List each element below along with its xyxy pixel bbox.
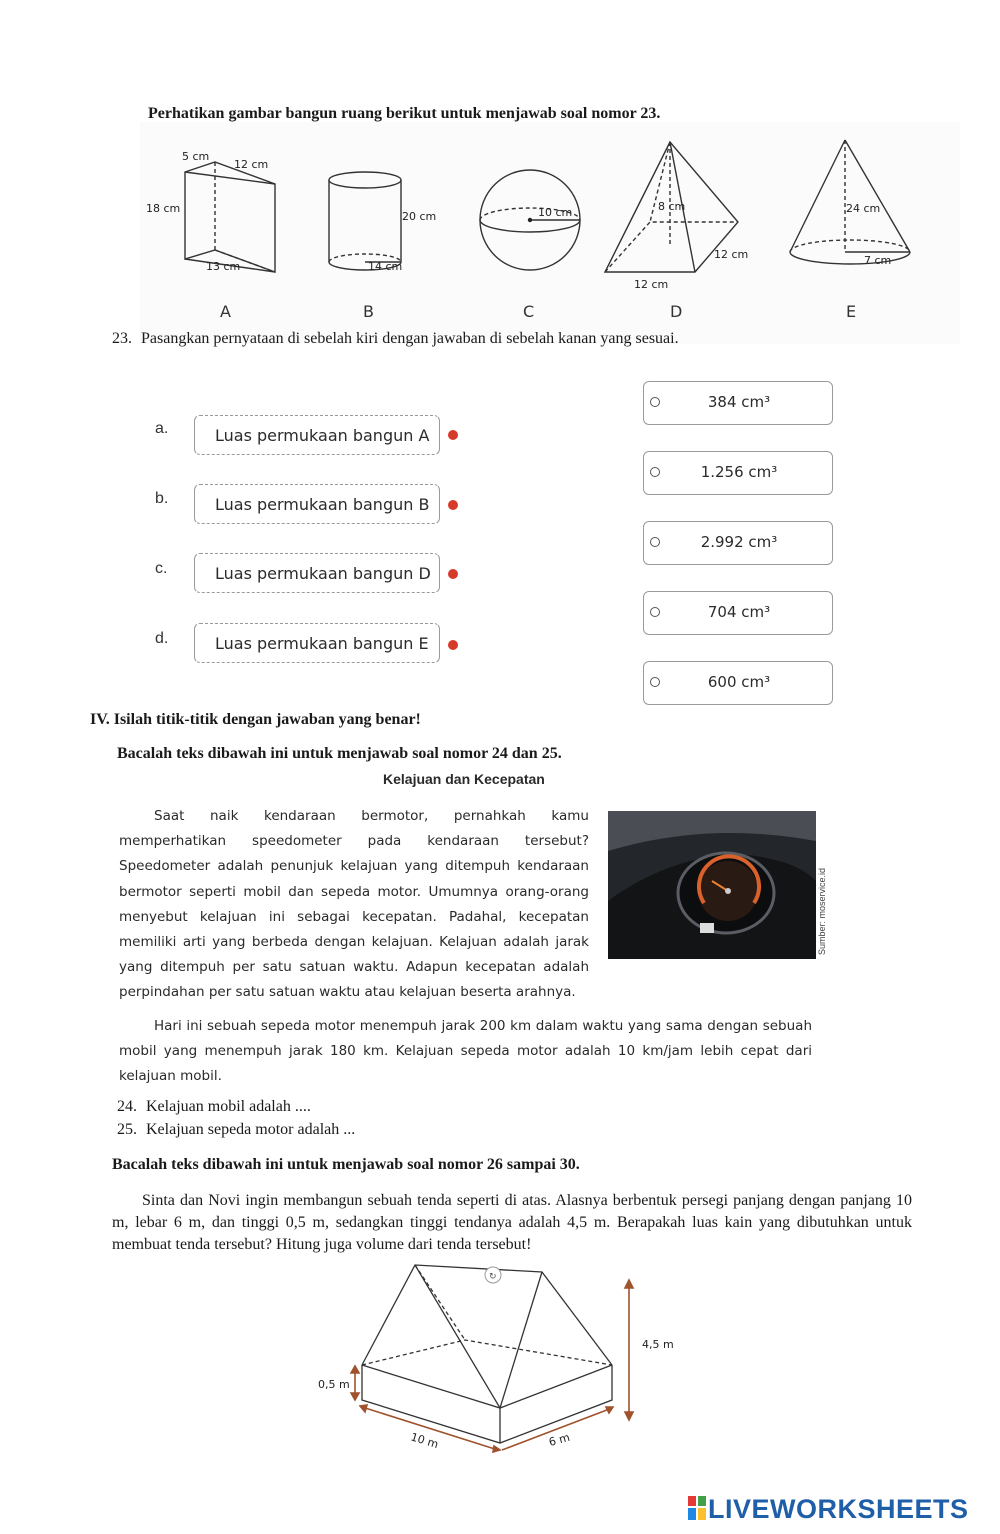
question-25-number: 25. — [117, 1121, 137, 1138]
match-letter-c: c. — [155, 560, 168, 577]
dim-d-12cm-side: 12 cm — [714, 248, 749, 261]
match-letter-a: a. — [155, 420, 169, 437]
match-right-2[interactable] — [643, 451, 833, 495]
dim-c-10cm: 10 cm — [538, 206, 573, 219]
question-25-text: Kelajuan sepeda motor adalah ... — [146, 1121, 356, 1138]
question-23-text: Pasangkan pernyataan di sebelah kiri dengan jawaban di sebelah kanan yang sesuai. — [141, 330, 679, 347]
figure-label-e: E — [846, 302, 857, 321]
dim-e-7cm: 7 cm — [864, 254, 892, 267]
figure-label-c: C — [523, 302, 535, 321]
liveworksheets-logo-icon — [688, 1496, 706, 1520]
match-right-2-value: 1.256 cm³ — [700, 463, 778, 481]
match-right-3-value: 2.992 cm³ — [700, 533, 778, 551]
passage-title: Kelajuan dan Kecepatan — [383, 771, 545, 787]
dim-b-14cm: 14 cm — [368, 260, 403, 273]
question-23-number: 23. — [112, 330, 132, 347]
match-right-1[interactable] — [643, 381, 833, 425]
rotate-icon[interactable]: ↻ — [489, 1272, 497, 1282]
dim-e-24cm: 24 cm — [846, 202, 881, 215]
figure-label-a: A — [220, 302, 231, 321]
tent-dim-length: 10 m — [409, 1430, 440, 1452]
passage-paragraph-1: Saat naik kendaraan bermotor, pernahkah kamu memperhatikan speedometer pada kendaraan tersebut? Speedometer adalah penunjuk kelajuan yang ditempuh kendaraan bermotor seperti mobil dan sepeda motor. Umumnya orang-orang menyebut kelajuan ini sebagai kecepatan. Padahal, kecepatan memiliki arti yang berbeda dengan kelajuan. Kelajuan adalah jarak yang ditempuh per satu satuan waktu. Adapun kecepatan adalah perpindahan per satu satuan waktu atau kelajuan beserta arahnya. — [119, 808, 589, 1001]
match-dot-b[interactable] — [448, 500, 458, 510]
match-right-3[interactable] — [643, 521, 833, 565]
tent-dim-height: 4,5 m — [642, 1338, 674, 1351]
match-left-a[interactable]: Luas permukaan bangun A — [194, 415, 440, 455]
question-24-text: Kelajuan mobil adalah .... — [146, 1098, 311, 1115]
instruction-24-25: Bacalah teks dibawah ini untuk menjawab soal nomor 24 dan 25. — [117, 745, 562, 762]
dim-b-20cm: 20 cm — [402, 210, 437, 223]
match-left-b[interactable]: Luas permukaan bangun B — [194, 484, 440, 524]
match-dot-a[interactable] — [448, 430, 458, 440]
dim-a-12cm: 12 cm — [234, 158, 269, 171]
instruction-26-30: Bacalah teks dibawah ini untuk menjawab soal nomor 26 sampai 30. — [112, 1156, 580, 1173]
question-24-number: 24. — [117, 1098, 137, 1115]
dim-a-18cm: 18 cm — [146, 202, 181, 215]
solid-figures — [140, 122, 960, 344]
photo-credit: Sumber: moservice.id — [817, 867, 827, 955]
match-right-1-value: 384 cm³ — [707, 393, 771, 411]
tent-dim-base-height: 0,5 m — [318, 1378, 350, 1391]
match-dot-d[interactable] — [448, 640, 458, 650]
tent-dim-width: 6 m — [547, 1430, 572, 1449]
speedometer-photo — [608, 811, 816, 959]
speedometer-illustration — [608, 811, 816, 959]
match-letter-b: b. — [155, 490, 169, 507]
match-letter-d: d. — [155, 630, 169, 647]
figure-label-d: D — [670, 302, 683, 321]
match-right-4-value: 704 cm³ — [707, 603, 771, 621]
dim-d-12cm-base: 12 cm — [634, 278, 669, 291]
figure-label-b: B — [363, 302, 374, 321]
passage-paragraph-2: Hari ini sebuah sepeda motor menempuh jarak 200 km dalam waktu yang sama dengan sebuah mobil yang menempuh jarak 180 km. Kelajuan sepeda motor adalah 10 km/jam lebih cepat dari kelajuan mobil. — [119, 1018, 812, 1085]
dim-a-5cm: 5 cm — [182, 150, 210, 163]
match-left-d[interactable]: Luas permukaan bangun E — [194, 623, 440, 663]
liveworksheets-brand[interactable]: LIVEWORKSHEETS — [708, 1494, 969, 1524]
tent-drawing — [300, 1260, 680, 1460]
figures-drawing — [140, 122, 960, 344]
dim-d-8cm: 8 cm — [658, 200, 686, 213]
section-iv-heading: IV. Isilah titik-titik dengan jawaban yang benar! — [90, 711, 421, 728]
dim-a-13cm: 13 cm — [206, 260, 241, 273]
tent-figure — [300, 1260, 680, 1460]
match-right-5[interactable] — [643, 661, 833, 705]
match-left-c[interactable]: Luas permukaan bangun D — [194, 553, 440, 593]
match-dot-c[interactable] — [448, 569, 458, 579]
match-right-4[interactable] — [643, 591, 833, 635]
instruction-23: Perhatikan gambar bangun ruang berikut untuk menjawab soal nomor 23. — [148, 105, 661, 122]
tent-problem-text: Sinta dan Novi ingin membangun sebuah tenda seperti di atas. Alasnya berbentuk persegi panjang dengan panjang 10 m, lebar 6 m, dan tinggi 0,5 m, sedangkan tinggi tendanya adalah 4,5 m. Berapakah luas kain yang dibutuhkan untuk membuat tenda tersebut? Hitung juga volume dari tenda tersebut! — [112, 1192, 912, 1253]
match-right-5-value: 600 cm³ — [707, 673, 771, 691]
